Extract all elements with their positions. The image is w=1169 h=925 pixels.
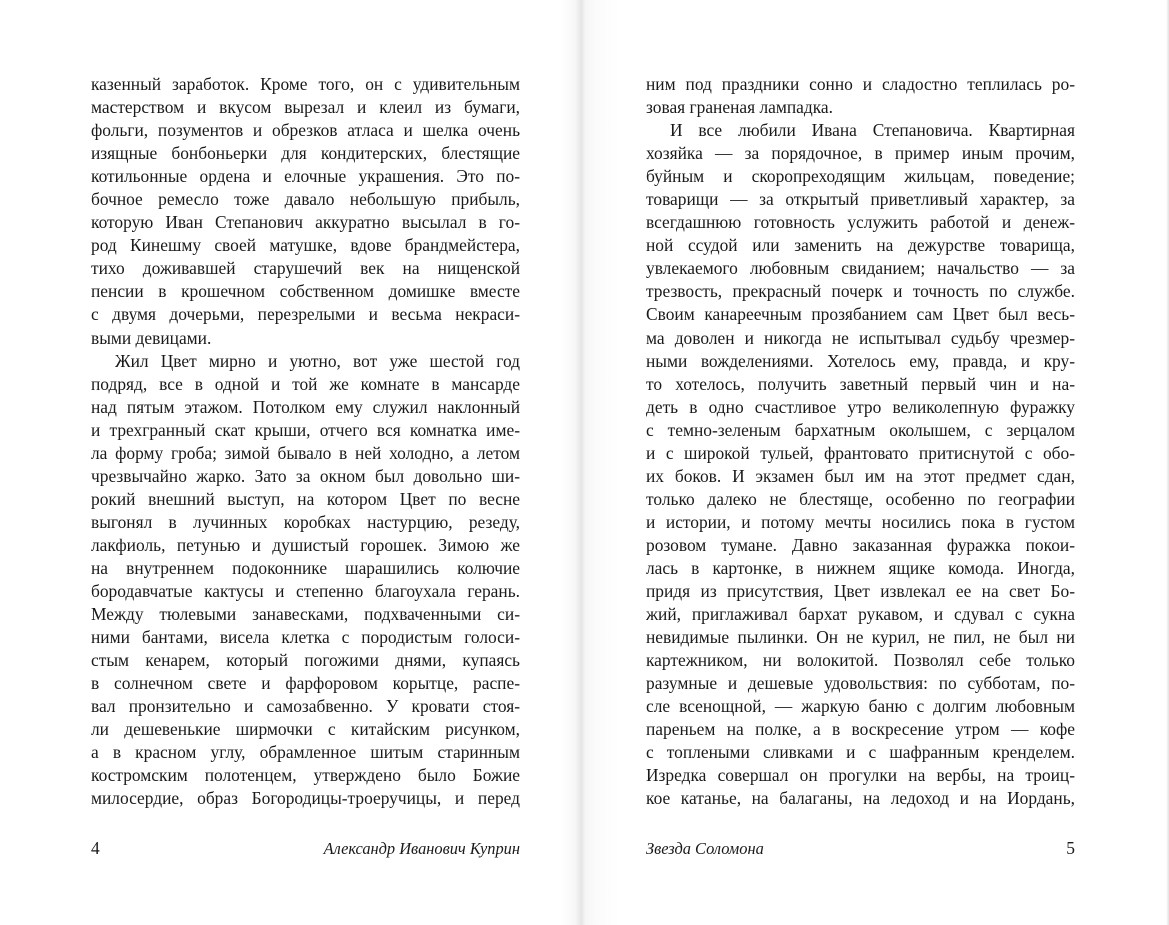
text-line: мастерством и вкусом вырезал и клеил из бумаги, xyxy=(91,97,520,118)
book-gutter-shadow xyxy=(560,0,620,925)
text-line: с двумя дочерьми, перезрелыми и весьма некраси- xyxy=(91,304,520,325)
text-line: казенный заработок. Кроме того, он с удивительным xyxy=(91,74,520,94)
text-line: и с широкой тульей, франтовато притиснутой с обо- xyxy=(646,442,1075,463)
text-line: милосердие, образ Богородицы-троеручицы, и перед xyxy=(91,788,520,809)
text-line: ла форму гроба; зимой бывало в ней холодно, а летом xyxy=(91,442,520,463)
text-line: котильонные ордена и елочные украшения. Это по- xyxy=(91,166,520,187)
text-line: с топлеными сливками и с шафранным кренделем. xyxy=(646,742,1075,763)
text-line: стым кенарем, который погожими днями, купаясь xyxy=(91,650,520,671)
text-line: в солнечном свете и фарфоровом корытце, распе- xyxy=(91,673,520,694)
left-page-footer xyxy=(91,837,520,860)
text-line: ной ссудой или заменить на дежурстве товарища, xyxy=(646,235,1075,256)
text-line: кое катанье, на балаганы, на ледоход и на Иордань, xyxy=(646,788,1075,809)
text-line: тихо доживавшей старушечий век на нищенской xyxy=(91,258,520,279)
text-line: розовом тумане. Давно заказанная фуражка покои- xyxy=(646,534,1075,555)
running-head-author: Александр Иванович Куприн xyxy=(323,839,520,858)
text-line: лакфиоль, петунью и душистый горошек. Зимою же xyxy=(91,534,520,555)
text-line: фольги, позументов и обрезков атласа и шелка очень xyxy=(91,120,520,141)
text-line: товарищи — за открытый приветливый характер, за xyxy=(646,189,1075,210)
text-line: выгонял в лучинных коробках настурцию, резеду, xyxy=(91,511,520,532)
text-line: невидимые пылинки. Он не курил, не пил, не был ни xyxy=(646,627,1075,648)
text-line: на внутреннем подоконнике шарашились колючие xyxy=(91,557,520,578)
text-line: Между тюлевыми занавесками, подхваченными си- xyxy=(91,604,520,625)
text-line: изящные бонбоньерки для кондитерских, блестящие xyxy=(91,143,520,164)
text-line: ма доволен и никогда не испытывал судьбу чрезмер- xyxy=(646,327,1075,348)
text-line: всегдашнюю готовность услужить работой и денеж- xyxy=(646,212,1075,233)
text-line: сле всенощной, — жаркую баню с долгим любовным xyxy=(646,696,1075,717)
text-line: придя из присутствия, Цвет извлекал ее на свет Бо- xyxy=(646,581,1075,602)
text-line: картежником, ни волокитой. Позволял себе только xyxy=(646,650,1075,671)
text-line: которую Иван Степанович аккуратно высылал в го- xyxy=(91,212,520,233)
text-line: Жил Цвет мирно и уютно, вот уже шестой год xyxy=(115,350,520,371)
text-line: выми девицами. xyxy=(91,327,212,348)
text-line: только далеко не блестяще, особенно по географии xyxy=(646,488,1075,509)
text-line: ним под праздники сонно и сладостно теплилась ро- xyxy=(646,74,1075,94)
text-line: разумные и дешевые удовольствия: по субботам, по- xyxy=(646,673,1075,694)
right-page-footer xyxy=(646,837,1075,860)
text-line: с темно-зеленым бархатным околышем, с зерцалом xyxy=(646,419,1075,440)
text-line: И все любили Ивана Степановича. Квартирная xyxy=(670,120,1075,141)
text-line: ними бантами, висела клетка с породистым голоси- xyxy=(91,627,520,648)
text-line: ными вожделениями. Хотелось ему, правда, и кру- xyxy=(646,350,1075,371)
left-page-text xyxy=(91,73,520,811)
text-line: деть в одно счастливое утро великолепную фуражку xyxy=(646,396,1075,417)
page-number: 5 xyxy=(1066,838,1075,858)
right-page-text xyxy=(646,73,1075,811)
text-line: и истории, и потому мечты носились пока в густом xyxy=(646,511,1075,532)
text-line: их боков. И экзамен был им на этот предмет сдан, xyxy=(646,465,1075,486)
text-line: увлекаемого любовным свиданием; начальство — за xyxy=(646,258,1075,279)
running-head-title: Звезда Соломона xyxy=(646,839,764,858)
text-line: трезвость, прекрасный почерк и точность по службе. xyxy=(646,281,1075,302)
text-line: костромским полотенцем, утверждено было Божие xyxy=(91,765,520,786)
text-line: бочное ремесло тоже давало небольшую прибыль, xyxy=(91,189,520,210)
text-line: Изредка совершал он прогулки на вербы, на троиц- xyxy=(646,765,1075,786)
text-line: ли дешевенькие ширмочки с китайским рисунком, xyxy=(91,719,520,740)
text-line: хозяйка — за порядочное, в пример иным прочим, xyxy=(646,143,1075,164)
page-number: 4 xyxy=(91,838,100,858)
text-line: буйным и скоропреходящим жильцам, поведение; xyxy=(646,166,1075,187)
text-line: жий, приглаживал бархат рукавом, и сдувал с сукна xyxy=(646,604,1075,625)
text-line: чрезвычайно жарко. Зато за окном был довольно ши- xyxy=(91,465,520,486)
text-line: зовая граненая лампадка. xyxy=(646,97,833,118)
text-line: Своим канареечным прозябанием сам Цвет был весь- xyxy=(646,304,1075,325)
text-line: вал пронзительно и самозабвенно. У кровати стоя- xyxy=(91,696,520,717)
text-line: бородавчатые кактусы и степенно благоухала герань. xyxy=(91,581,520,602)
text-line: и трехгранный скат крыши, отчего вся комнатка име- xyxy=(91,419,520,440)
text-line: а в красном углу, обрамленное шитым старинным xyxy=(91,742,520,763)
text-line: рокий внешний выступ, на котором Цвет по весне xyxy=(91,488,520,509)
text-line: пенсии в крошечном собственном домишке вместе xyxy=(91,281,520,302)
text-line: пареньем на полке, а в воскресение утром — кофе xyxy=(646,719,1075,740)
text-line: подряд, все в одной и той же комнате в мансарде xyxy=(91,373,520,394)
text-line: то хотелось, получить заветный первый чин и на- xyxy=(646,373,1075,394)
text-line: род Кинешму своей матушке, вдове брандмейстера, xyxy=(91,235,520,256)
text-line: над пятым этажом. Потолком ему служил наклонный xyxy=(91,396,520,417)
text-line: лась в картонке, в нижнем ящике комода. Иногда, xyxy=(646,557,1075,578)
